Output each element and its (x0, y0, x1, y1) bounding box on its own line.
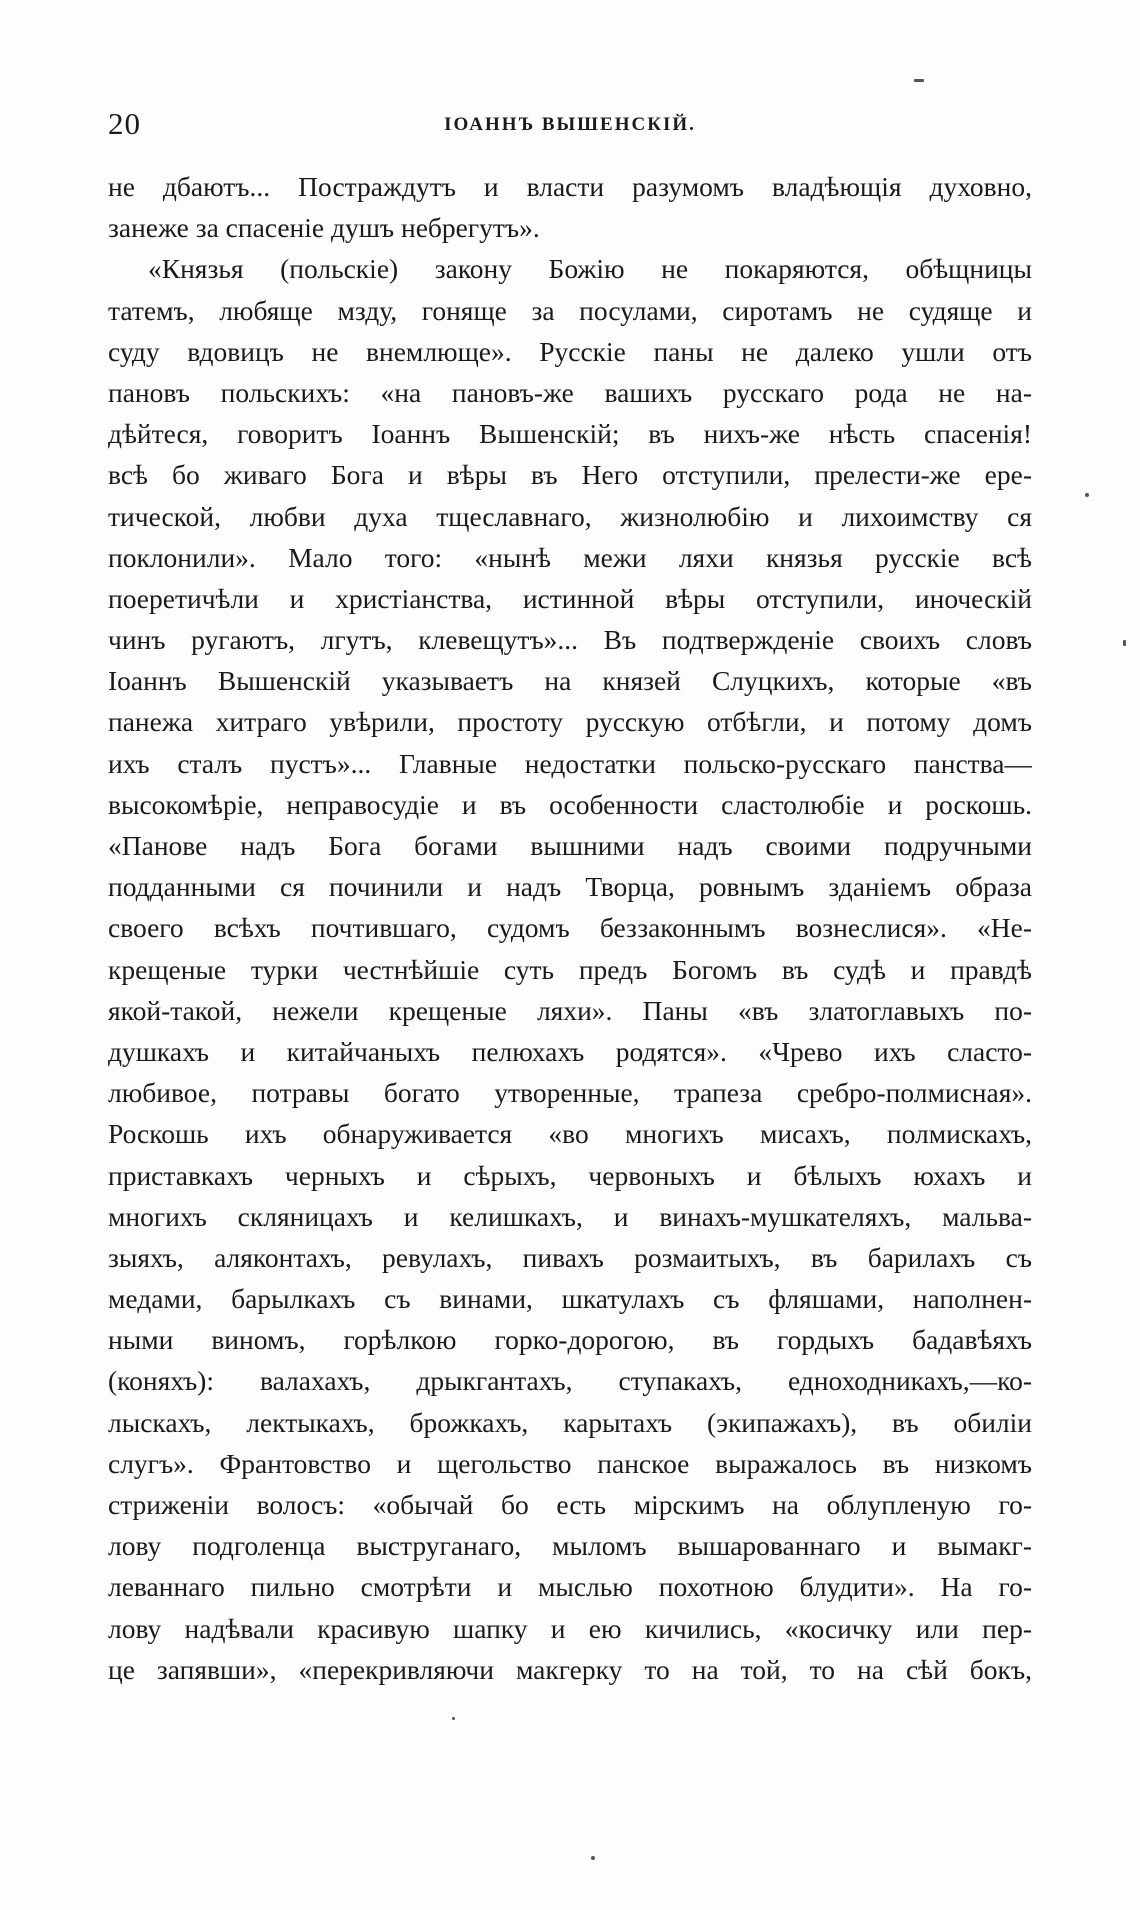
text-line: чинъ ругаютъ, лгутъ, клевещутъ»... Въ подтвержденіе своихъ словъ (108, 624, 1032, 656)
text-line: ихъ сталъ пустъ»... Главные недостатки польско-русскаго панства— (108, 747, 1032, 779)
text-line: лову подголенца выструганаго, мыломъ вышарованнаго и вымакг- (108, 1530, 1032, 1562)
text-line: стриженіи волосъ: «обычай бо есть мірскимъ на облупленую го- (108, 1489, 1032, 1520)
body-text (108, 166, 1032, 1690)
text-line: «Панове надъ Бога богами вышними надъ своими подручными (108, 830, 1032, 861)
text-line: занеже за спасеніе душъ небрегутъ». (108, 212, 540, 244)
scan-speck (914, 79, 924, 82)
text-line: слугъ». Франтовство и щегольство панское выражалось въ низкомъ (108, 1447, 1032, 1479)
text-line: подданными ся починили и надъ Творца, ровнымъ зданіемъ образа (108, 871, 1032, 903)
text-line: Роскошь ихъ обнаруживается «во многихъ мисахъ, полмискахъ, (108, 1118, 1032, 1150)
text-line: любивое, потравы богато утворенные, трапеза сребро-полмисная». (108, 1077, 1032, 1109)
text-line: суду вдовицъ не внемлюще». Русскіе паны не далеко ушли отъ (108, 335, 1032, 367)
scan-speck (452, 1717, 455, 1720)
text-line: высокомѣріе, неправосудіе и въ особенности сластолюбіе и роскошь. (108, 788, 1032, 820)
text-line: медами, барылкахъ съ винами, шкатулахъ съ фляшами, наполнен- (108, 1283, 1032, 1315)
text-line: многихъ скляницахъ и келишкахъ, и винахъ-мушкателяхъ, мальва- (108, 1200, 1032, 1232)
running-title: ІОАННЪ ВЫШЕНСКІЙ. (444, 114, 696, 135)
page-number: 20 (108, 106, 141, 141)
text-line: поеретичѣли и христіанства, истинной вѣры отступили, иноческій (108, 582, 1032, 614)
text-line: пановъ польскихъ: «на пановъ-же вашихъ русскаго рода не на- (108, 376, 1032, 408)
scan-speck (1085, 493, 1089, 497)
text-line: панежа хитраго увѣрили, простоту русскую отбѣгли, и потому домъ (108, 706, 1032, 738)
text-line: своего всѣхъ почтившаго, судомъ беззаконнымъ вознеслися». «Не- (108, 912, 1032, 944)
text-line: ными виномъ, горѣлкою горко-дорогою, въ гордыхъ бадавѣяхъ (108, 1324, 1032, 1356)
scan-speck (591, 1856, 595, 1860)
text-line: тической, любви духа тщеславнаго, жизнолюбію и лихоимству ся (108, 500, 1032, 532)
text-line: всѣ бо живаго Бога и вѣры въ Него отступили, прелести-же ере- (108, 459, 1032, 491)
text-line: душкахъ и китайчаныхъ пелюхахъ родятся». «Чрево ихъ сласто- (108, 1035, 1032, 1067)
text-line: приставкахъ черныхъ и сѣрыхъ, червоныхъ и бѣлыхъ юхахъ и (108, 1159, 1032, 1191)
text-line: дѣйтеся, говоритъ Іоаннъ Вышенскій; въ нихъ-же нѣсть спасенія! (108, 418, 1032, 450)
text-line: поклонили». Мало того: «нынѣ межи ляхи князья русскіе всѣ (108, 541, 1032, 573)
scan-speck (1123, 640, 1126, 646)
text-line: (коняхъ): валахахъ, дрыкгантахъ, ступакахъ, едноходникахъ,—ко- (108, 1365, 1032, 1397)
text-line: зыяхъ, аляконтахъ, ревулахъ, пивахъ розмаитыхъ, въ барилахъ съ (108, 1241, 1032, 1273)
text-line: це запявши», «перекривляючи макгерку то на той, то на сѣй бокъ, (108, 1653, 1032, 1685)
text-line: якой-такой, нежели крещеные ляхи». Паны «въ златоглавыхъ по- (108, 994, 1032, 1026)
text-line: татемъ, любяще мзду, гоняще за посулами, сиротамъ не судяще и (108, 294, 1032, 326)
text-line: «Князья (польскіе) закону Божію не покаряются, обѣщницы (148, 253, 1032, 285)
text-line: крещеные турки честнѣйшіе суть предъ Богомъ въ судѣ и правдѣ (108, 953, 1032, 985)
page-header (108, 106, 1032, 150)
text-line: не дбаютъ... Постраждутъ и власти разумомъ владѣющія духовно, (108, 171, 1032, 202)
text-line: Іоаннъ Вышенскій указываетъ на князей Слуцкихъ, которые «въ (108, 665, 1032, 697)
text-line: леваннаго пильно смотрѣти и мыслью похотною блудити». На го- (108, 1571, 1032, 1603)
text-line: лыскахъ, лектыкахъ, брожкахъ, карытахъ (экипажахъ), въ обиліи (108, 1406, 1032, 1438)
text-line: лову надѣвали красивую шапку и ею кичились, «косичку или пер- (108, 1612, 1032, 1644)
